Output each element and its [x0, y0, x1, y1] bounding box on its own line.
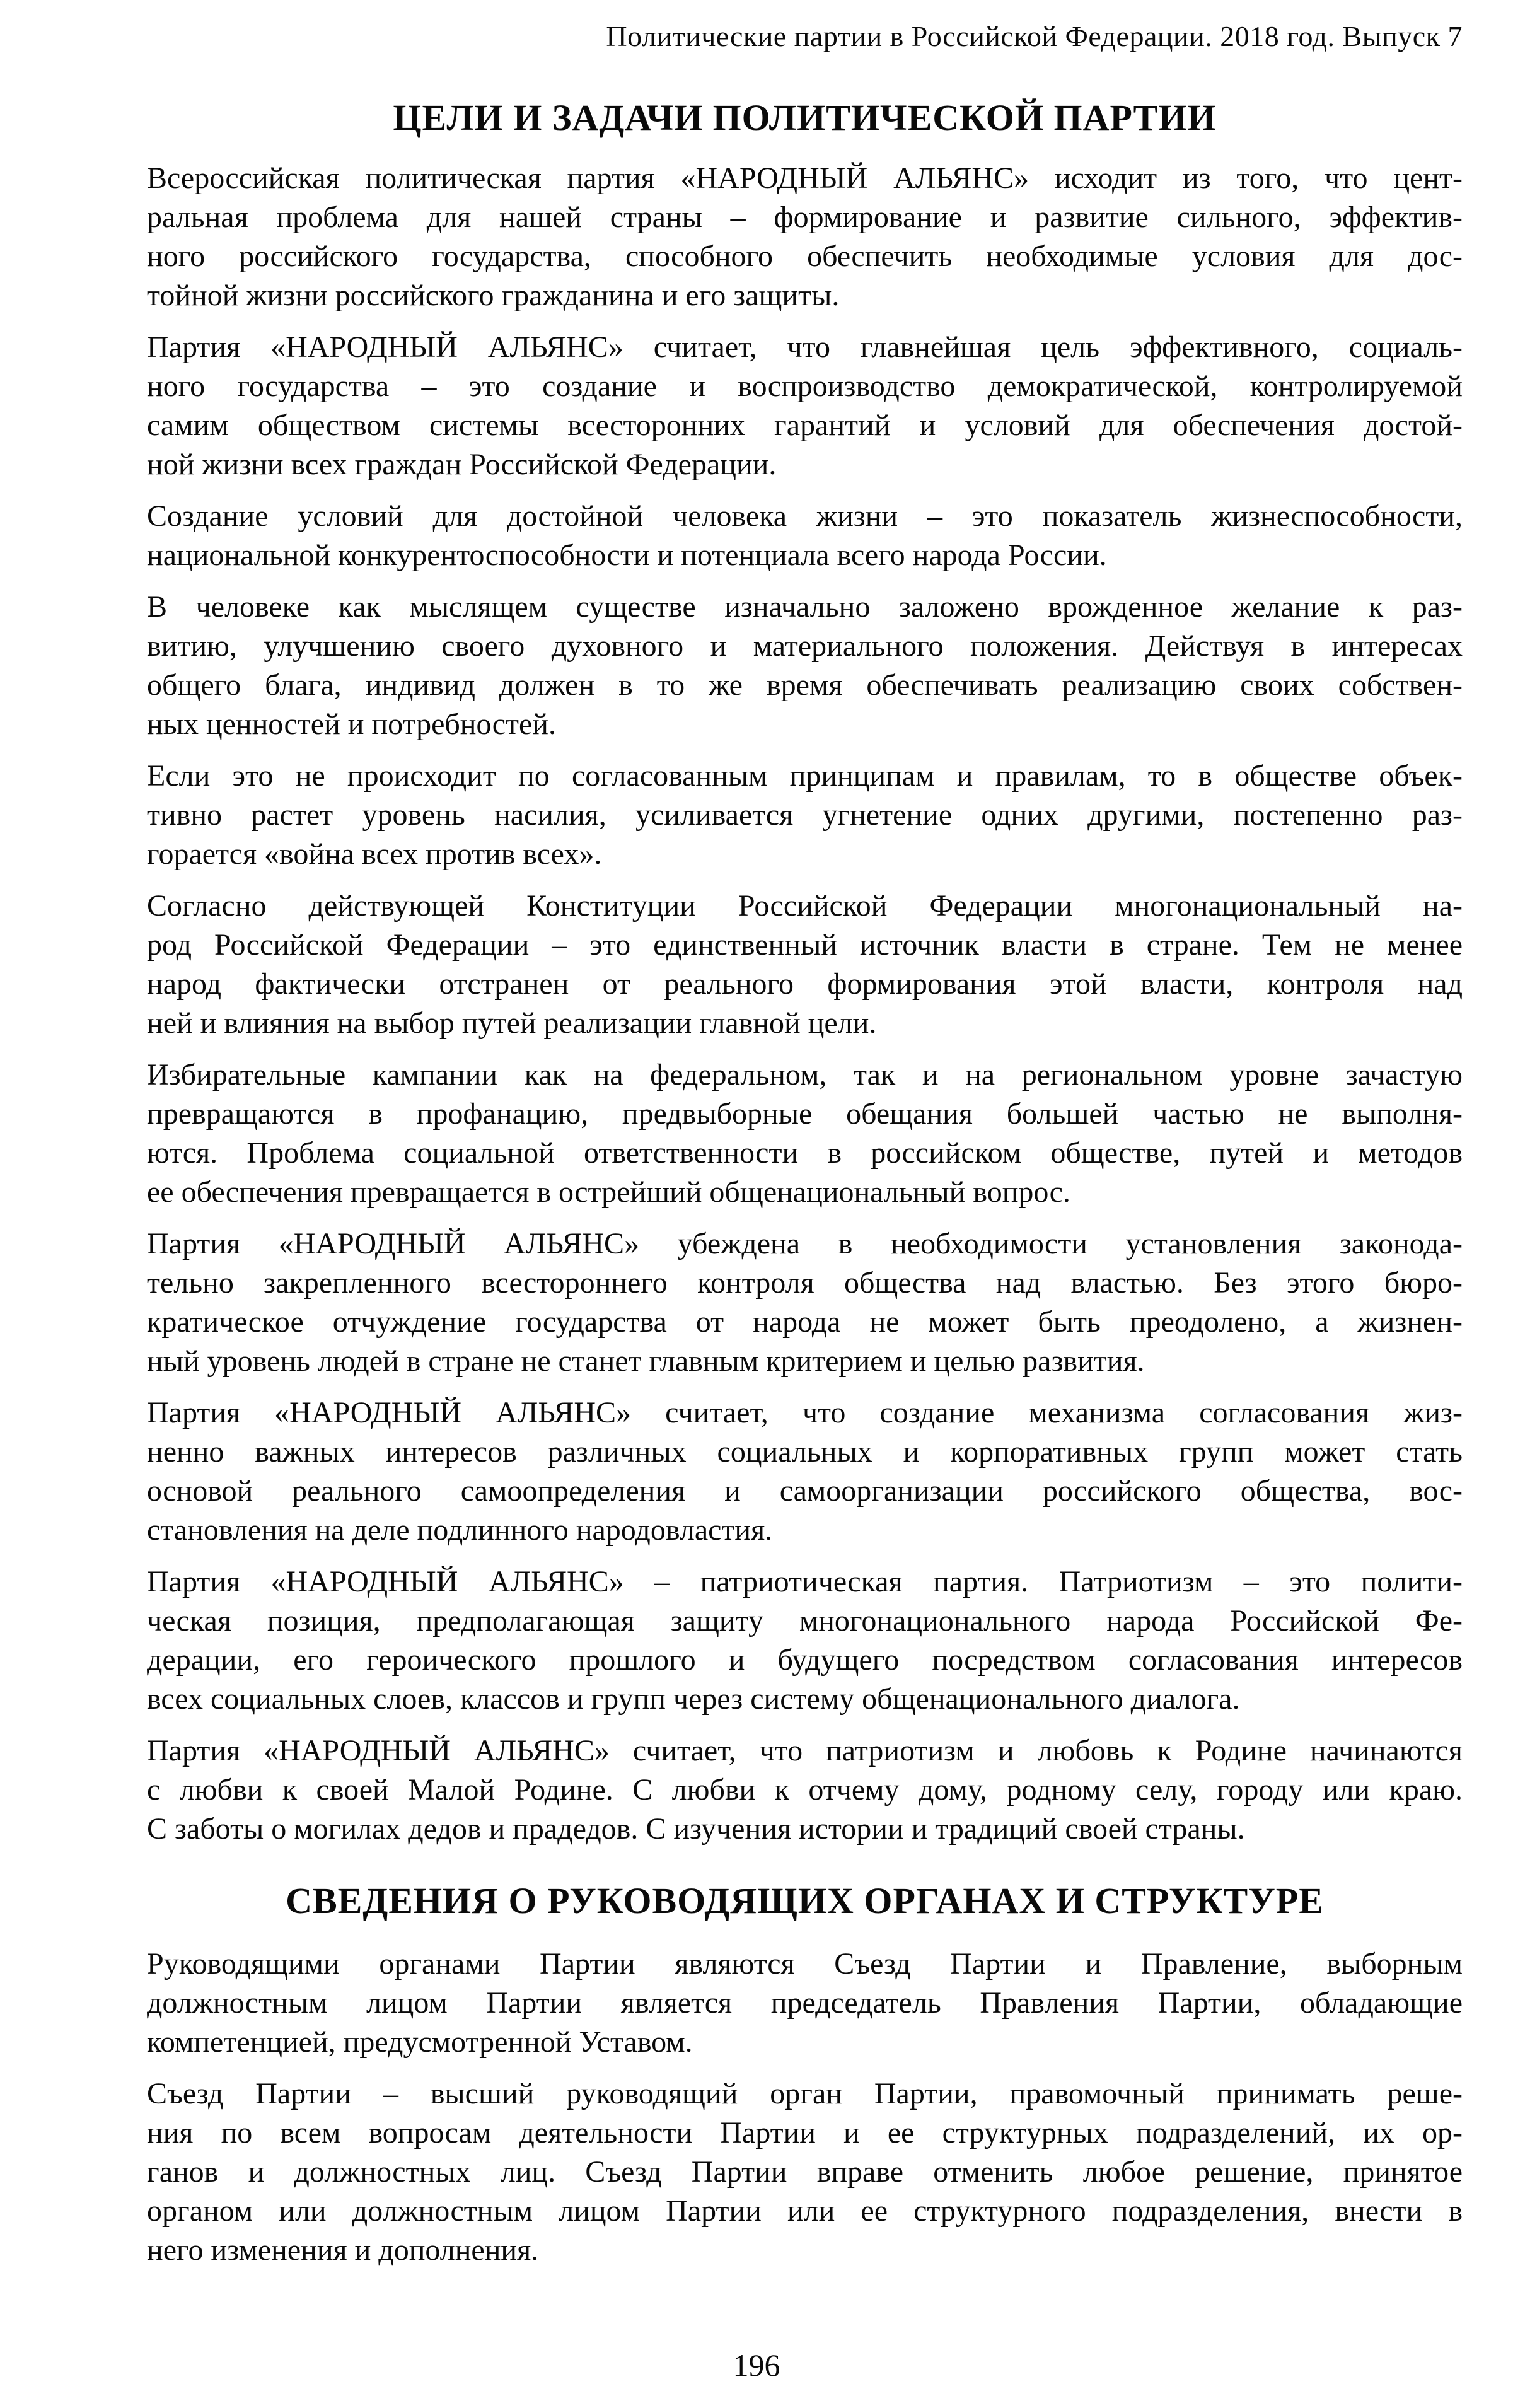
- text-line: Партия «НАРОДНЫЙ АЛЬЯНС» убеждена в необходимости установления законода-: [147, 1227, 1463, 1260]
- text-line: превращаются в профанацию, предвыборные обещания большей частью не выполня-: [147, 1097, 1463, 1131]
- text-line: народ фактически отстранен от реального формирования этой власти, контроля над: [147, 967, 1463, 1001]
- text-line: Партия «НАРОДНЫЙ АЛЬЯНС» считает, что главнейшая цель эффективного, социаль-: [147, 330, 1463, 364]
- section-title: ЦЕЛИ И ЗАДАЧИ ПОЛИТИЧЕСКОЙ ПАРТИИ: [393, 97, 1217, 138]
- text-line: основой реального самоопределения и самоорганизации российского общества, вос-: [147, 1474, 1463, 1508]
- paragraph: [147, 2074, 1463, 2270]
- text-line: Избирательные кампании как на федеральном, так и на региональном уровне зачастую: [147, 1058, 1463, 1091]
- text-line: самим обществом системы всесторонних гарантий и условий для обеспечения достой-: [147, 409, 1463, 442]
- page-body: [147, 96, 1463, 2270]
- text-line: должностным лицом Партии является председатель Правления Партии, обладающие: [147, 1986, 1463, 2020]
- text-line: ного государства – это создание и воспроизводство демократической, контролируемой: [147, 369, 1463, 403]
- text-line: него изменения и дополнения.: [147, 2233, 539, 2267]
- text-line: дерации, его героического прошлого и будущего посредством согласования интересов: [147, 1643, 1463, 1677]
- text-line: Съезд Партии – высший руководящий орган Партии, правомочный принимать реше-: [147, 2077, 1463, 2110]
- section-title: СВЕДЕНИЯ О РУКОВОДЯЩИХ ОРГАНАХ И СТРУКТУРЕ: [286, 1880, 1324, 1921]
- text-line: кратическое отчуждение государства от народа не может быть преодолено, а жизнен-: [147, 1305, 1463, 1339]
- paragraph: [147, 1945, 1463, 2062]
- paragraph: [147, 1562, 1463, 1719]
- paragraph: [147, 588, 1463, 744]
- text-line: ния по всем вопросам деятельности Партии и ее структурных подразделений, их ор-: [147, 2116, 1463, 2149]
- text-line: тойной жизни российского гражданина и его защиты.: [147, 279, 840, 312]
- paragraph: [147, 1056, 1463, 1212]
- paragraph: [147, 1393, 1463, 1550]
- running-header: Политические партии в Российской Федерации. 2018 год. Выпуск 7: [606, 20, 1463, 52]
- paragraph: [147, 757, 1463, 874]
- text-line: горается «война всех против всех».: [147, 837, 602, 871]
- text-line: Согласно действующей Конституции Российской Федерации многонациональный на-: [147, 889, 1463, 922]
- page-number: 196: [733, 2347, 780, 2383]
- text-line: ненно важных интересов различных социальных и корпоративных групп может стать: [147, 1435, 1463, 1469]
- paragraph: [147, 159, 1463, 315]
- paragraph: [147, 497, 1463, 575]
- text-line: ются. Проблема социальной ответственности в российском обществе, путей и методов: [147, 1136, 1463, 1170]
- text-line: с любви к своей Малой Родине. С любви к отчему дому, родному селу, городу или краю.: [147, 1773, 1463, 1806]
- text-line: ного российского государства, способного обеспечить необходимые условия для дос-: [147, 240, 1463, 273]
- text-line: ральная проблема для нашей страны – формирование и развитие сильного, эффектив-: [147, 201, 1463, 234]
- text-line: становления на деле подлинного народовластия.: [147, 1513, 773, 1547]
- text-line: Создание условий для достойной человека жизни – это показатель жизнеспособности,: [147, 499, 1463, 533]
- text-line: ной жизни всех граждан Российской Федерации.: [147, 448, 777, 481]
- text-line: общего блага, индивид должен в то же время обеспечивать реализацию своих собствен-: [147, 668, 1463, 702]
- paragraph: [147, 887, 1463, 1043]
- text-line: национальной конкурентоспособности и потенциала всего народа России.: [147, 538, 1107, 572]
- text-line: ных ценностей и потребностей.: [147, 707, 556, 741]
- paragraph: [147, 328, 1463, 484]
- text-line: ганов и должностных лиц. Съезд Партии вправе отменить любое решение, принятое: [147, 2155, 1463, 2189]
- text-line: Если это не происходит по согласованным принципам и правилам, то в обществе объек-: [147, 759, 1463, 793]
- text-line: витию, улучшению своего духовного и материального положения. Действуя в интересах: [147, 629, 1463, 663]
- text-line: Партия «НАРОДНЫЙ АЛЬЯНС» считает, что патриотизм и любовь к Родине начинаются: [147, 1734, 1463, 1767]
- text-line: Партия «НАРОДНЫЙ АЛЬЯНС» – патриотическая партия. Патриотизм – это полити-: [147, 1565, 1463, 1598]
- text-line: всех социальных слоев, классов и групп через систему общенационального диалога.: [147, 1682, 1240, 1716]
- text-line: Партия «НАРОДНЫЙ АЛЬЯНС» считает, что создание механизма согласования жиз-: [147, 1396, 1463, 1429]
- text-line: С заботы о могилах дедов и прадедов. С изучения истории и традиций своей страны.: [147, 1812, 1245, 1846]
- text-line: Всероссийская политическая партия «НАРОДНЫЙ АЛЬЯНС» исходит из того, что цент-: [147, 161, 1463, 195]
- text-line: ее обеспечения превращается в острейший общенациональный вопрос.: [147, 1175, 1070, 1209]
- text-line: ческая позиция, предполагающая защиту многонационального народа Российской Фе-: [147, 1604, 1463, 1637]
- text-line: органом или должностным лицом Партии или ее структурного подразделения, внести в: [147, 2194, 1463, 2228]
- text-line: тивно растет уровень насилия, усиливается угнетение одних другими, постепенно раз-: [147, 798, 1463, 832]
- text-line: Руководящими органами Партии являются Съезд Партии и Правление, выборным: [147, 1947, 1463, 1980]
- paragraph: [147, 1224, 1463, 1381]
- text-line: компетенцией, предусмотренной Уставом.: [147, 2025, 693, 2059]
- text-line: В человеке как мыслящем существе изначально заложено врожденное желание к раз-: [147, 590, 1463, 624]
- paragraph: [147, 1731, 1463, 1849]
- text-line: род Российской Федерации – это единственный источник власти в стране. Тем не менее: [147, 928, 1463, 962]
- text-line: ней и влияния на выбор путей реализации главной цели.: [147, 1006, 877, 1040]
- text-line: ный уровень людей в стране не станет главным критерием и целью развития.: [147, 1344, 1145, 1378]
- text-line: тельно закрепленного всестороннего контроля общества над властью. Без этого бюро-: [147, 1266, 1463, 1300]
